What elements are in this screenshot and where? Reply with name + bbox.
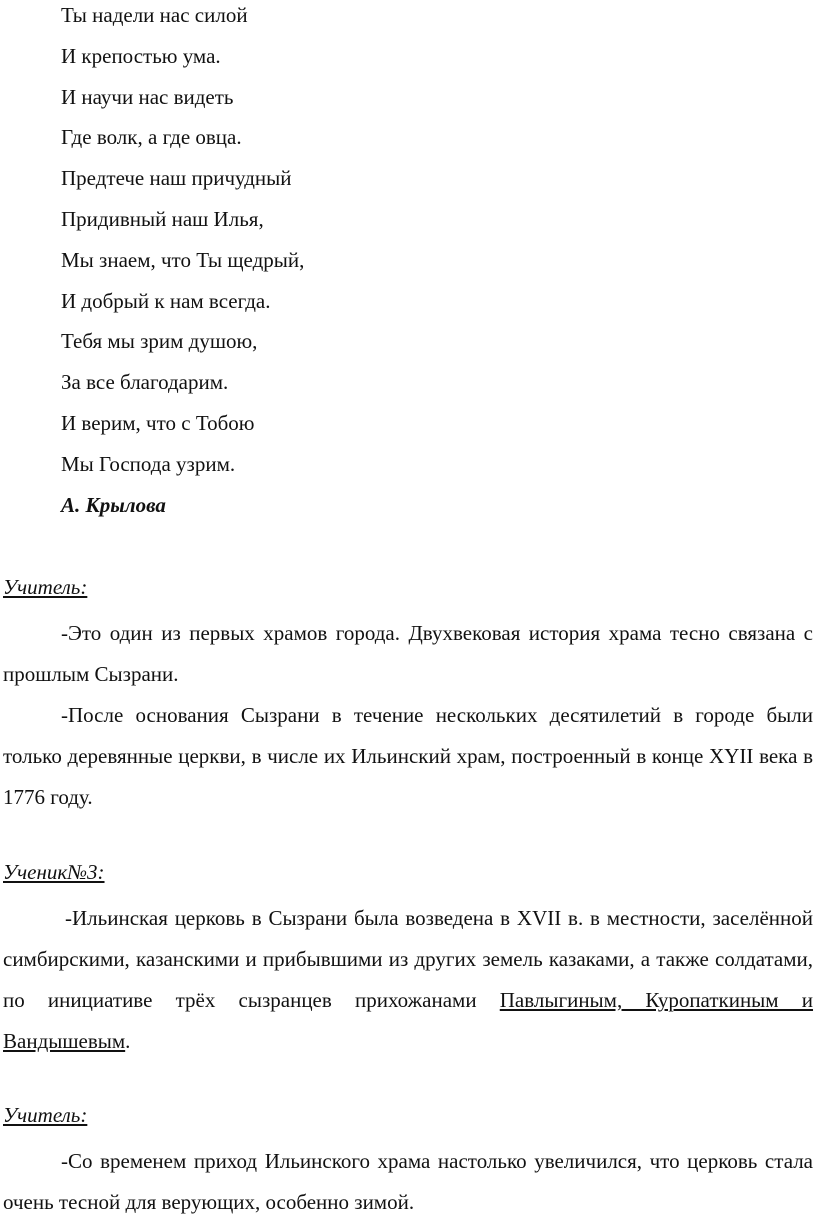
- poem-line: И верим, что с Тобою: [61, 410, 255, 435]
- paragraph: -После основания Сызрани в течение нескольких десятилетий в городе были только деревянные церкви, в числе их Ильинский храм, построенный в конце XYII века в 1776 году.: [3, 703, 813, 809]
- poem-line: И крепостью ума.: [61, 43, 221, 68]
- poem-line: Мы знаем, что Ты щедрый,: [61, 247, 305, 272]
- poem-line: Мы Господа узрим.: [61, 451, 236, 476]
- paragraph-text: -Ильинская церковь в Сызрани была возведена в XVII в. в местности, заселённой симбирскими, казанскими и прибывшими из других земель казаками, а также солдатами, по инициативе трёх сызранцев прихожанами: [3, 906, 813, 1012]
- poem-line: И добрый к нам всегда.: [61, 288, 271, 313]
- poem-author: А. Крылова: [61, 492, 166, 517]
- paragraph: -Со временем приход Ильинского храма настолько увеличился, что церковь стала очень тесной для верующих, особенно зимой.: [3, 1149, 813, 1214]
- founders-names: Павлыгиным, Куропаткиным и Вандышевым: [3, 988, 814, 1053]
- poem-line: Ты надели нас силой: [61, 3, 248, 27]
- poem-line: Где волк, а где овца.: [61, 125, 242, 150]
- paragraph: [3, 898, 813, 1062]
- teacher-section-1: [3, 572, 813, 818]
- poem-line: Тебя мы зрим душою,: [61, 329, 258, 354]
- teacher-section-2: [3, 1100, 813, 1223]
- speaker-label: Учитель:: [3, 575, 88, 599]
- poem: [61, 0, 661, 530]
- poem-line: Предтече наш причудный: [61, 166, 292, 191]
- student-section: [3, 857, 813, 1062]
- paragraph: -Это один из первых храмов города. Двухвековая история храма тесно связана с прошлым Сызрани.: [3, 621, 813, 686]
- poem-line: Придивный наш Илья,: [61, 206, 264, 231]
- poem-line: За все благодарим.: [61, 370, 229, 395]
- speaker-label: Учитель:: [3, 1103, 88, 1127]
- paragraph-end: .: [125, 1029, 131, 1053]
- poem-line: И научи нас видеть: [61, 84, 234, 109]
- speaker-label: Ученик№3:: [3, 860, 105, 884]
